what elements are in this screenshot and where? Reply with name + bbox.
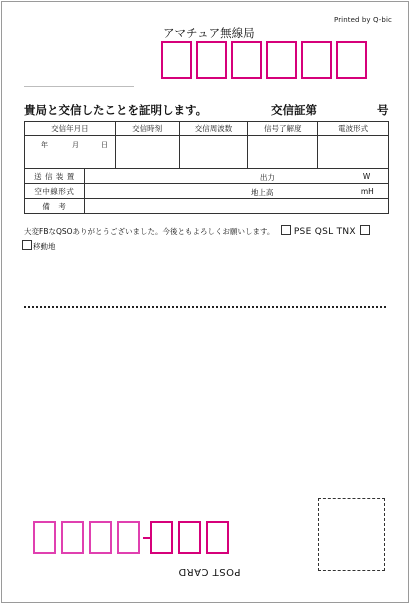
table-row [25,136,389,169]
frequency-cell[interactable] [179,136,248,169]
row-label-antenna: 空中線形式 [25,184,85,199]
printer-credit: Printed by Q-bic [334,16,392,24]
stamp-area [318,498,385,571]
rig-cell[interactable] [84,169,388,184]
mobile-line [22,240,56,252]
certificate-number-label: 交信証第 [271,103,317,117]
remarks-cell[interactable] [84,199,388,214]
sender-postal-box[interactable] [150,521,173,554]
qso-table [24,121,389,214]
signal-cell[interactable] [248,136,318,169]
certificate-number-suffix: 号 [377,103,389,117]
row-label-remarks: 備 考 [25,199,85,214]
mobile-label: 移動地 [33,242,56,251]
table-row [25,199,389,214]
table-row [25,169,389,184]
postal-code-box[interactable] [336,41,367,79]
thanks-message: 大変FBなQSOありがとうございました。今後ともよろしくお願いします。 [24,227,275,236]
call-sign-line[interactable] [24,86,134,87]
power-unit: W [362,172,371,181]
postal-code-box[interactable] [196,41,227,79]
post-card-label: POST CARD [178,566,241,577]
postal-code-box[interactable] [231,41,262,79]
month-unit: 月 [72,141,79,149]
sender-postal-box[interactable] [206,521,229,554]
date-cell[interactable] [25,136,116,169]
column-header-mode: 電波形式 [318,122,389,136]
time-cell[interactable] [115,136,179,169]
height-unit: mH [360,187,374,196]
certificate-statement: 貴局と交信したことを証明します。 [24,103,208,117]
column-header-signal: 信号了解度 [248,122,318,136]
mobile-checkbox[interactable] [22,240,32,250]
postal-code-box[interactable] [266,41,297,79]
row-label-rig: 送 信 装 置 [25,169,85,184]
postal-code-box[interactable] [161,41,192,79]
table-row [25,184,389,199]
sender-postal-box[interactable] [33,521,56,554]
certificate-line [24,102,390,120]
sender-postal-box[interactable] [178,521,201,554]
sender-postal-box[interactable] [61,521,84,554]
sender-postal-box[interactable] [117,521,140,554]
message-line [24,225,373,237]
mode-cell[interactable] [318,136,389,169]
column-header-date: 交信年月日 [25,122,116,136]
pse-checkbox[interactable] [281,225,291,235]
day-unit: 日 [101,141,108,149]
column-header-time: 交信時刻 [115,122,179,136]
postal-code-box[interactable] [301,41,332,79]
dotted-divider [24,306,386,308]
sender-postal-box[interactable] [89,521,112,554]
year-unit: 年 [41,141,48,149]
postal-code-boxes [161,41,367,82]
power-label: 出力 [259,173,275,182]
pse-tnx-label: PSE QSL TNX [293,227,356,237]
table-header-row [25,122,389,136]
antenna-cell[interactable] [84,184,388,199]
column-header-frequency: 交信周波数 [179,122,248,136]
height-label: 地上高 [250,188,274,197]
addressee-label: アマチュア無線局 [163,26,255,40]
tnx-checkbox[interactable] [360,225,370,235]
